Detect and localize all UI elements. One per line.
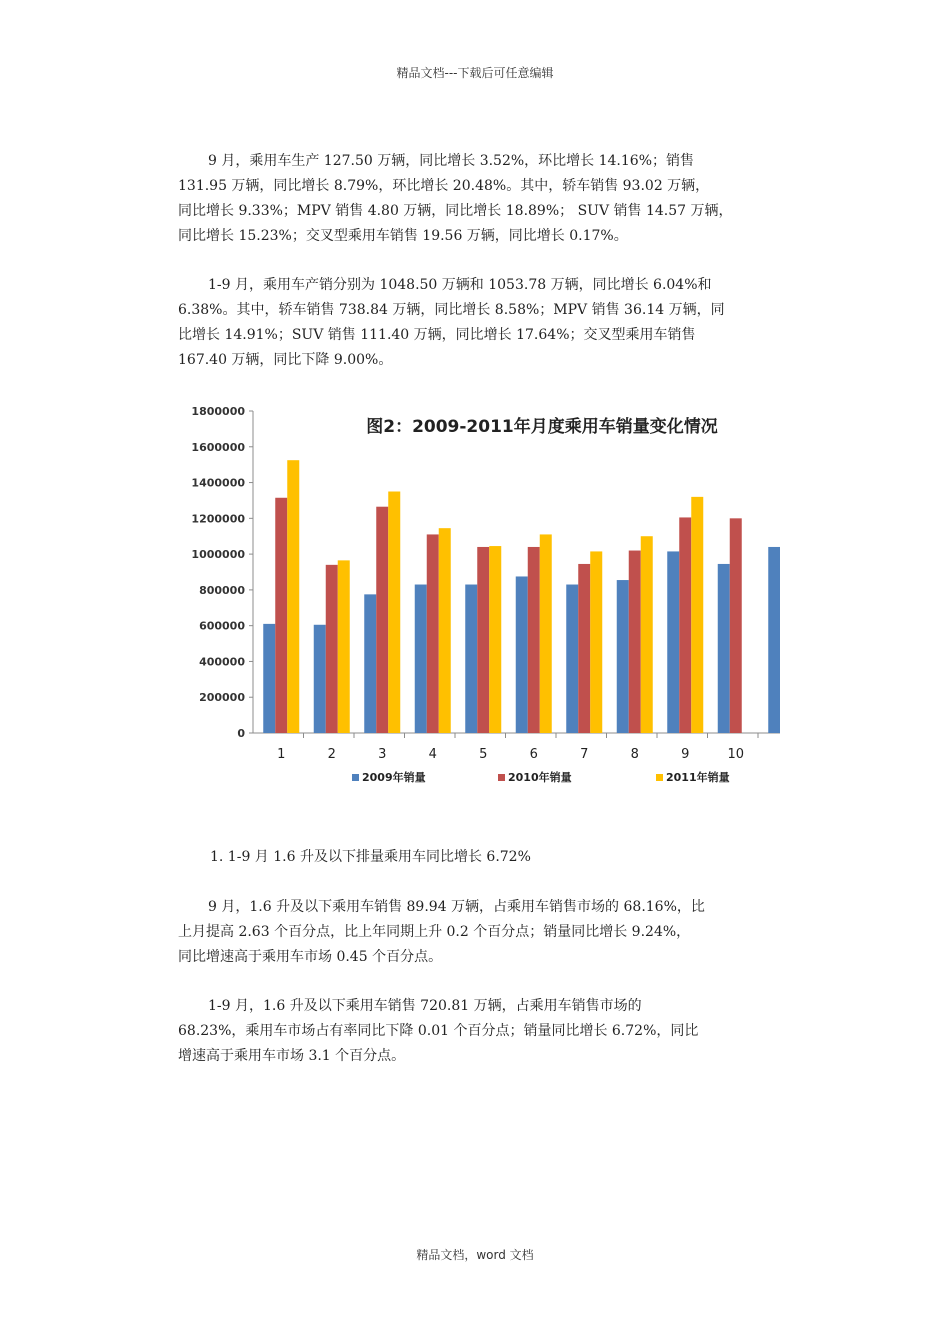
bar-2009年销量 xyxy=(314,625,326,733)
y-tick-label: 0 xyxy=(237,727,245,740)
paragraph-small-engine-ytd xyxy=(178,994,778,1069)
paragraph-ytd-sales xyxy=(178,273,778,373)
bar-2009年销量 xyxy=(718,564,730,733)
bar-2011年销量 xyxy=(590,551,602,733)
legend-label: 2011年销量 xyxy=(666,771,730,784)
text-line: 167.40 万辆，同比下降 9.00%。 xyxy=(178,352,393,368)
x-tick-label: 9 xyxy=(681,747,690,762)
text-line: 1-9 月，1.6 升及以下乘用车销售 720.81 万辆，占乘用车销售市场的 xyxy=(208,998,642,1014)
bar-2011年销量 xyxy=(540,534,552,733)
bar-2009年销量 xyxy=(667,551,679,733)
bar-2011年销量 xyxy=(439,528,451,733)
bar-2010年销量 xyxy=(679,517,691,733)
text-line: 1-9 月，乘用车产销分别为 1048.50 万辆和 1053.78 万辆，同比增长 6.04%和 xyxy=(208,277,712,293)
bar-2011年销量 xyxy=(287,460,299,733)
bar-2010年销量 xyxy=(528,547,540,733)
text-line: 9 月，乘用车生产 127.50 万辆，同比增长 3.52%，环比增长 14.16%；销售 xyxy=(208,153,694,169)
legend-swatch xyxy=(352,774,359,781)
x-tick-label: 1 xyxy=(277,747,286,762)
bar-2010年销量 xyxy=(427,534,439,733)
y-tick-label: 200000 xyxy=(199,691,245,705)
chart-title: 图2：2009-2011年月度乘用车销量变化情况 xyxy=(366,417,718,437)
bar-2009年销量 xyxy=(566,585,578,733)
y-tick-label: 1000000 xyxy=(191,548,245,562)
x-tick-label: 4 xyxy=(428,747,437,762)
bar-2010年销量 xyxy=(629,551,641,733)
text-line: 同比增长 9.33%；MPV 销售 4.80 万辆，同比增长 18.89%； SUV 销售 14.57 万辆， xyxy=(178,203,733,219)
x-tick-label: 10 xyxy=(727,747,745,762)
text-line: 1. 1-9 月 1.6 升及以下排量乘用车同比增长 6.72% xyxy=(210,849,531,865)
x-tick-label: 6 xyxy=(529,747,538,762)
bar-2010年销量 xyxy=(275,498,287,733)
bar-2010年销量 xyxy=(730,518,742,733)
x-tick-label: 5 xyxy=(479,747,488,762)
y-tick-label: 1800000 xyxy=(191,405,245,418)
text-line: 比增长 14.91%；SUV 销售 111.40 万辆，同比增长 17.64%；交叉型乘用车销售 xyxy=(178,327,696,343)
text-line: 131.95 万辆，同比增长 8.79%，环比增长 20.48%。其中，轿车销售 93.02 万辆， xyxy=(178,178,710,194)
monthly-sales-chart xyxy=(180,396,780,796)
bar-2009年销量 xyxy=(768,547,780,733)
legend-swatch xyxy=(498,774,505,781)
legend-label: 2009年销量 xyxy=(362,771,426,784)
bar-2010年销量 xyxy=(578,564,590,733)
x-tick-label: 3 xyxy=(378,747,387,762)
bar-2009年销量 xyxy=(415,585,427,733)
bar-2010年销量 xyxy=(477,547,489,733)
y-tick-label: 800000 xyxy=(199,583,245,597)
bar-2011年销量 xyxy=(641,536,653,733)
x-tick-label: 2 xyxy=(327,747,336,762)
bar-2010年销量 xyxy=(376,507,388,733)
paragraph-small-engine-september xyxy=(178,895,778,970)
text-line: 9 月，1.6 升及以下乘用车销售 89.94 万辆，占乘用车销售市场的 68.16%，比 xyxy=(208,899,705,915)
text-line: 同比增长 15.23%；交叉型乘用车销售 19.56 万辆，同比增长 0.17%。 xyxy=(178,228,628,244)
text-line: 增速高于乘用车市场 3.1 个百分点。 xyxy=(178,1048,406,1064)
bar-2009年销量 xyxy=(617,580,629,733)
y-tick-label: 1200000 xyxy=(191,512,245,526)
y-tick-label: 400000 xyxy=(199,655,245,669)
y-tick-label: 1400000 xyxy=(191,476,245,490)
bar-2011年销量 xyxy=(691,497,703,733)
bar-2011年销量 xyxy=(388,492,400,734)
text-line: 同比增速高于乘用车市场 0.45 个百分点。 xyxy=(178,949,443,965)
page-footer: 精品文档，word 文档 xyxy=(416,1248,534,1262)
list-item-heading xyxy=(210,845,810,870)
text-line: 6.38%。其中，轿车销售 738.84 万辆，同比增长 8.58%；MPV 销售 36.14 万辆，同 xyxy=(178,302,725,318)
bar-2011年销量 xyxy=(489,546,501,733)
y-tick-label: 600000 xyxy=(199,619,245,633)
bar-2010年销量 xyxy=(326,565,338,733)
text-line: 上月提高 2.63 个百分点，比上年同期上升 0.2 个百分点；销量同比增长 9.24%， xyxy=(178,924,691,940)
bar-2009年销量 xyxy=(516,576,528,733)
paragraph-september-sales xyxy=(178,149,778,249)
x-tick-label: 8 xyxy=(630,747,639,762)
legend-swatch xyxy=(656,774,663,781)
y-tick-label: 1600000 xyxy=(191,440,245,454)
bar-2009年销量 xyxy=(263,624,275,733)
x-tick-label: 7 xyxy=(580,747,589,762)
bar-2009年销量 xyxy=(364,594,376,733)
legend-label: 2010年销量 xyxy=(508,771,572,784)
page-header: 精品文档---下载后可任意编辑 xyxy=(396,66,554,80)
text-line: 68.23%，乘用车市场占有率同比下降 0.01 个百分点；销量同比增长 6.72%，同比 xyxy=(178,1023,699,1039)
bar-2009年销量 xyxy=(465,585,477,733)
bar-2011年销量 xyxy=(338,560,350,733)
